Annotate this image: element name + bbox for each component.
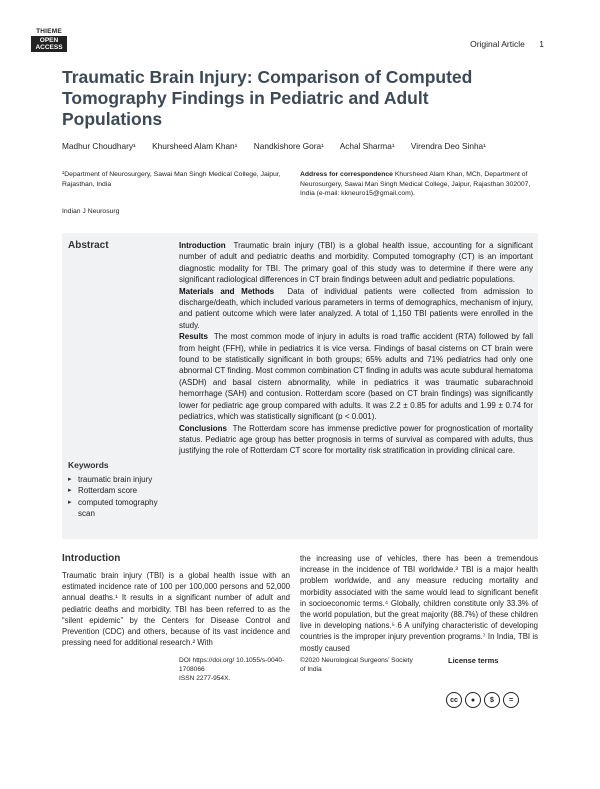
abstract-conclusions-heading: Conclusions	[179, 423, 228, 433]
footer-copyright: ©2020 Neurological Surgeons’ Society of India	[300, 657, 413, 674]
logo-badge-line1: OPEN	[39, 37, 59, 44]
correspondence-text: Khursheed Alam Khan, MCh, Department of Neurosurgery, Sawai Man Singh Medical College, Jaipur, Rajasthan 302007, India (e-mail: kkneuro15@gmail.com).	[300, 171, 531, 197]
introduction-heading: Introduction	[62, 553, 121, 564]
introduction-paragraph: the increasing use of vehicles, there has been a tremendous increase in the incidence of TBI worldwide.³ TBI is a major health problem worldwide, and any measure reducing mortality and morbidity associated with the same would lead to significant benefit in socioeconomic terms.⁴ Globally, children constitute only 33.3% of the world population, but the great majority (88.7%) of these children live in developing nations.⁵˒6 A unifying characteristic of developing countries is the improper injury prevention programs.⁷ In India, TBI is mostly caused	[300, 554, 538, 653]
issn: ISSN 2277-954X.	[179, 675, 231, 683]
author[interactable]: Achal Sharma¹	[339, 141, 395, 151]
license-terms-heading[interactable]: License terms	[448, 656, 499, 665]
abstract-conclusions	[179, 423, 533, 457]
article-type: Original Article	[470, 39, 525, 49]
abstract-methods-heading: Materials and Methods	[179, 286, 275, 296]
cc-icon: cc	[446, 692, 462, 708]
abstract-results-heading: Results	[179, 332, 208, 342]
running-header	[470, 39, 544, 49]
article-title: Traumatic Brain Injury: Comparison of Computed Tomography Findings in Pediatric and Adult Populations	[62, 67, 473, 129]
nd-icon: =	[503, 692, 519, 708]
introduction-column-left	[62, 570, 290, 648]
author[interactable]: Nandkishore Gora¹	[253, 141, 324, 151]
logo-top-text: THIEME	[36, 28, 62, 35]
publisher-logo	[31, 28, 67, 54]
author[interactable]: Madhur Choudhary¹	[62, 141, 136, 151]
abstract-intro-heading: Introduction	[179, 241, 226, 250]
abstract-results	[179, 331, 533, 422]
journal-name: Indian J Neurosurg	[62, 208, 120, 215]
affiliation: ¹Department of Neurosurgery, Sawai Man Singh Medical College, Jaipur, Rajasthan, India	[62, 171, 281, 188]
keyword-item: ▸ traumatic brain injury	[68, 474, 173, 485]
abstract-heading: Abstract	[68, 240, 109, 251]
correspondence-label: Address for correspondence	[300, 171, 393, 178]
abstract-results-text: The most common mode of injury in adults is road traffic accident (RTA) followed by fall from height (FFH), while in pediatrics it is vice versa. Findings of basal cisterns on CT brain were found to be statistically significant in both groups; 65% adults and 71% pediatrics had only one abnormal CT finding. Most common combination CT finding in adults was acute subdural hematoma (ASDH) and basal cistern abnormality, while in pediatrics it was traumatic subarachnoid hemorrhage (SAH) and contusion. Rotterdam score (based on CT brain findings) was significantly lower for pediatric age group compared with adults. It was 2.2 ± 0.85 for adults and 1.99 ± 0.74 for pediatrics, which was statistically significant (p < 0.001).	[179, 332, 533, 422]
footer-doi-block	[179, 656, 289, 684]
doi-link[interactable]: DOI https://doi.org/ 10.1055/s-0040-1708066	[179, 657, 285, 674]
license-icons[interactable]	[446, 692, 536, 710]
page-number: 1	[539, 39, 544, 49]
abstract-methods	[179, 286, 533, 332]
by-icon: ●	[465, 692, 481, 708]
abstract-introduction	[179, 240, 533, 286]
author[interactable]: Khursheed Alam Khan¹	[152, 141, 238, 151]
abstract-methods-text: Data of individual patients were collected from admission to discharge/death, which included various parameters in terms of demographics, mechanism of injury, and patient outcome which were later analyzed. A total of 1,150 TBI patients were enrolled in the study.	[179, 286, 533, 330]
logo-badge	[31, 36, 67, 52]
author-list	[62, 141, 542, 151]
keyword-item: ▸ computed tomography scan	[68, 497, 173, 520]
abstract-body	[179, 240, 533, 457]
abstract-conclusions-text: The Rotterdam score has immense predictive power for prognostication of mortality status. Pediatric age group has better prognosis in terms of survival as compared with adults, thus justifying the role of Rotterdam CT score for mortality risk stratification in providing clinical care.	[179, 423, 533, 456]
logo-badge-line2: ACCESS	[35, 44, 63, 51]
abstract-intro-text: Traumatic brain injury (TBI) is a global health issue, accounting for a significant number of adult and pediatric deaths and morbidity. Computed tomography (CT) is an important diagnostic modality for TBI. The primary goal of this study was to determine if there were any significant radiological differences in CT brain findings between adult and pediatric populations.	[179, 241, 533, 285]
correspondence	[300, 170, 540, 199]
introduction-paragraph: Traumatic brain injury (TBI) is a global health issue with an estimated incidence rate of 100 per 100,000 persons and 52,000 annual deaths.¹ It results in a significant number of adult and pediatric deaths and morbidity. TBI has been referred to as the “silent epidemic” by the Centers for Disease Control and Prevention (CDC) and others, because of its vast incidence and pressing need for additional research.² With	[62, 571, 290, 648]
keywords-heading: Keywords	[68, 460, 109, 470]
keyword-item: ▸ Rotterdam score	[68, 485, 173, 496]
introduction-column-right	[300, 553, 538, 654]
nc-icon: $	[484, 692, 500, 708]
author[interactable]: Virendra Deo Sinha¹	[410, 141, 486, 151]
keywords-list	[68, 474, 173, 519]
